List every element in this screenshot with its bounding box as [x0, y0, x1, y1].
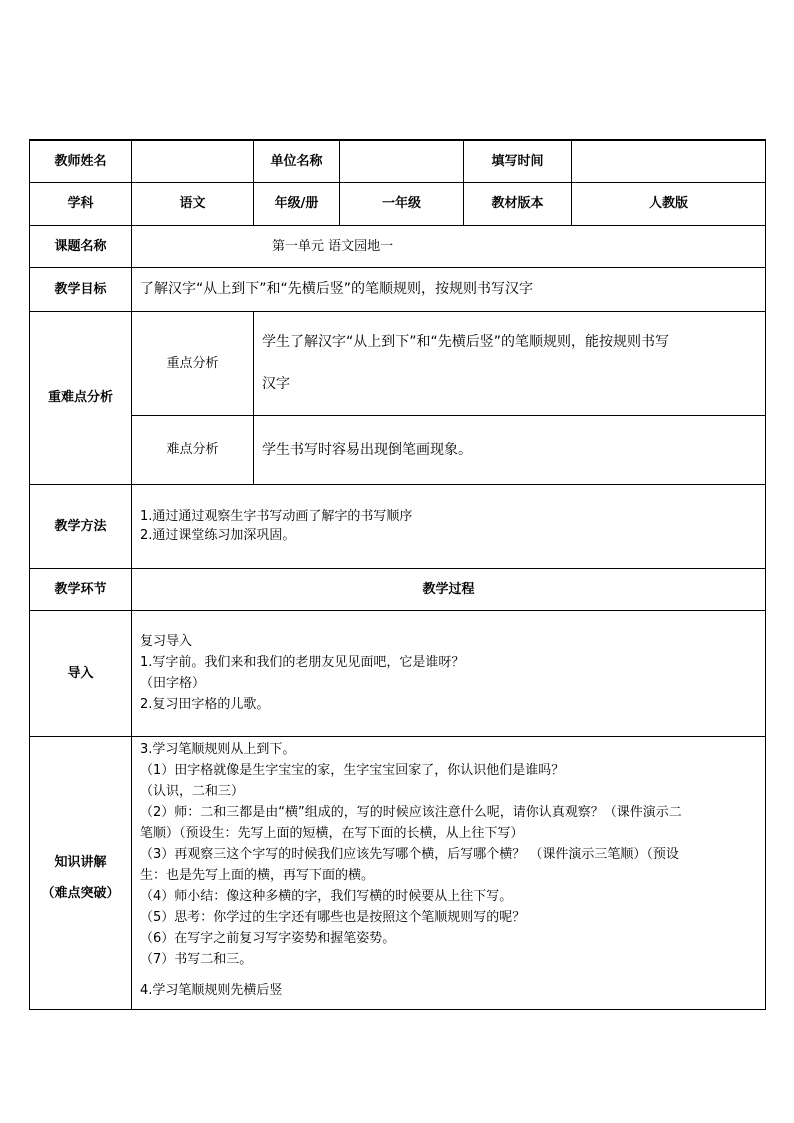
method-line: 1.通过通过观察生字书写动画了解字的书写顺序: [140, 509, 413, 524]
knowledge-label: 知识讲解: [54, 854, 107, 870]
intro-content: [132, 610, 766, 736]
grade-value: 一年级: [340, 182, 464, 225]
lesson-plan-table: [29, 139, 766, 1010]
grade-label: 年级/册: [254, 182, 340, 225]
subject-row: [30, 182, 766, 225]
key-analysis-value: [254, 311, 766, 415]
header-row: [30, 140, 766, 182]
knowledge-line: （2）师：二和三都是由“横”组成的，写的时候应该注意什么呢，请你认真观察？（课件演示二: [140, 804, 682, 820]
unit-name-value: [340, 140, 464, 182]
knowledge-line: （7）书写二和三。: [140, 951, 253, 967]
edition-label: 教材版本: [464, 182, 572, 225]
subject-label: 学科: [30, 182, 132, 225]
knowledge-line: 4.学习笔顺规则先横后竖: [140, 982, 283, 998]
knowledge-line: （3）再观察三这个字写的时候我们应该先写哪个横，后写哪个横？ （课件演示三笔顺）（预设: [140, 846, 679, 862]
knowledge-line: （认识，二和三）: [140, 783, 245, 799]
method-value: [132, 484, 766, 568]
goal-label: 教学目标: [30, 267, 132, 311]
key-analysis-line: 汉字: [262, 376, 290, 392]
difficulty-analysis-row: [30, 415, 766, 484]
fill-date-value: [572, 140, 766, 182]
topic-row: [30, 225, 766, 267]
method-line: 2.通过课堂练习加深巩固。: [140, 528, 296, 543]
intro-line: 1.写字前。我们来和我们的老朋友见见面吧，它是谁呀？: [140, 655, 465, 670]
intro-line: 复习导入: [140, 634, 193, 649]
knowledge-line: （6）在写字之前复习写字姿势和握笔姿势。: [140, 930, 396, 946]
method-label: 教学方法: [30, 484, 132, 568]
knowledge-line: （5）思考：你学过的生字还有哪些也是按照这个笔顺规则写的呢？: [140, 909, 526, 925]
key-analysis-label: 重点分析: [132, 311, 254, 415]
knowledge-sublabel: （难点突破）: [41, 885, 120, 901]
unit-name-label: 单位名称: [254, 140, 340, 182]
edition-value: 人教版: [572, 182, 766, 225]
knowledge-row: [30, 736, 766, 1009]
teacher-name-value: [132, 140, 254, 182]
knowledge-line: （4）师小结：像这种多横的字，我们写横的时候要从上往下写。: [140, 888, 513, 904]
process-header-label: 教学过程: [132, 568, 766, 610]
topic-value: 第一单元 语文园地一: [132, 225, 766, 267]
intro-line: 2.复习田字格的儿歌。: [140, 697, 270, 712]
process-header-row: [30, 568, 766, 610]
subject-value: 语文: [132, 182, 254, 225]
intro-row: [30, 610, 766, 736]
key-analysis-line: 学生了解汉字“从上到下”和“先横后竖”的笔顺规则，能按规则书写: [262, 334, 670, 350]
method-row: [30, 484, 766, 568]
intro-label: 导入: [30, 610, 132, 736]
topic-label: 课题名称: [30, 225, 132, 267]
difficulty-analysis-label: 难点分析: [132, 415, 254, 484]
goal-row: [30, 267, 766, 311]
difficulty-analysis-value: 学生书写时容易出现倒笔画现象。: [254, 415, 766, 484]
stage-header-label: 教学环节: [30, 568, 132, 610]
analysis-label: 重难点分析: [30, 311, 132, 484]
teacher-name-label: 教师姓名: [30, 140, 132, 182]
knowledge-line: 3.学习笔顺规则从上到下。: [140, 741, 296, 757]
key-analysis-row: [30, 311, 766, 415]
knowledge-line: 生：也是先写上面的横，再写下面的横。: [140, 867, 375, 883]
knowledge-content: [132, 736, 766, 1009]
goal-value: 了解汉字“从上到下”和“先横后竖”的笔顺规则，按规则书写汉字: [132, 267, 766, 311]
fill-date-label: 填写时间: [464, 140, 572, 182]
intro-line: （田字格）: [140, 676, 206, 691]
knowledge-line: （1）田字格就像是生字宝宝的家，生字宝宝回家了，你认识他们是谁吗？: [140, 762, 565, 778]
knowledge-line: 笔顺）（预设生：先写上面的短横，在写下面的长横，从上往下写）: [140, 825, 524, 841]
knowledge-label-cell: [30, 736, 132, 1009]
